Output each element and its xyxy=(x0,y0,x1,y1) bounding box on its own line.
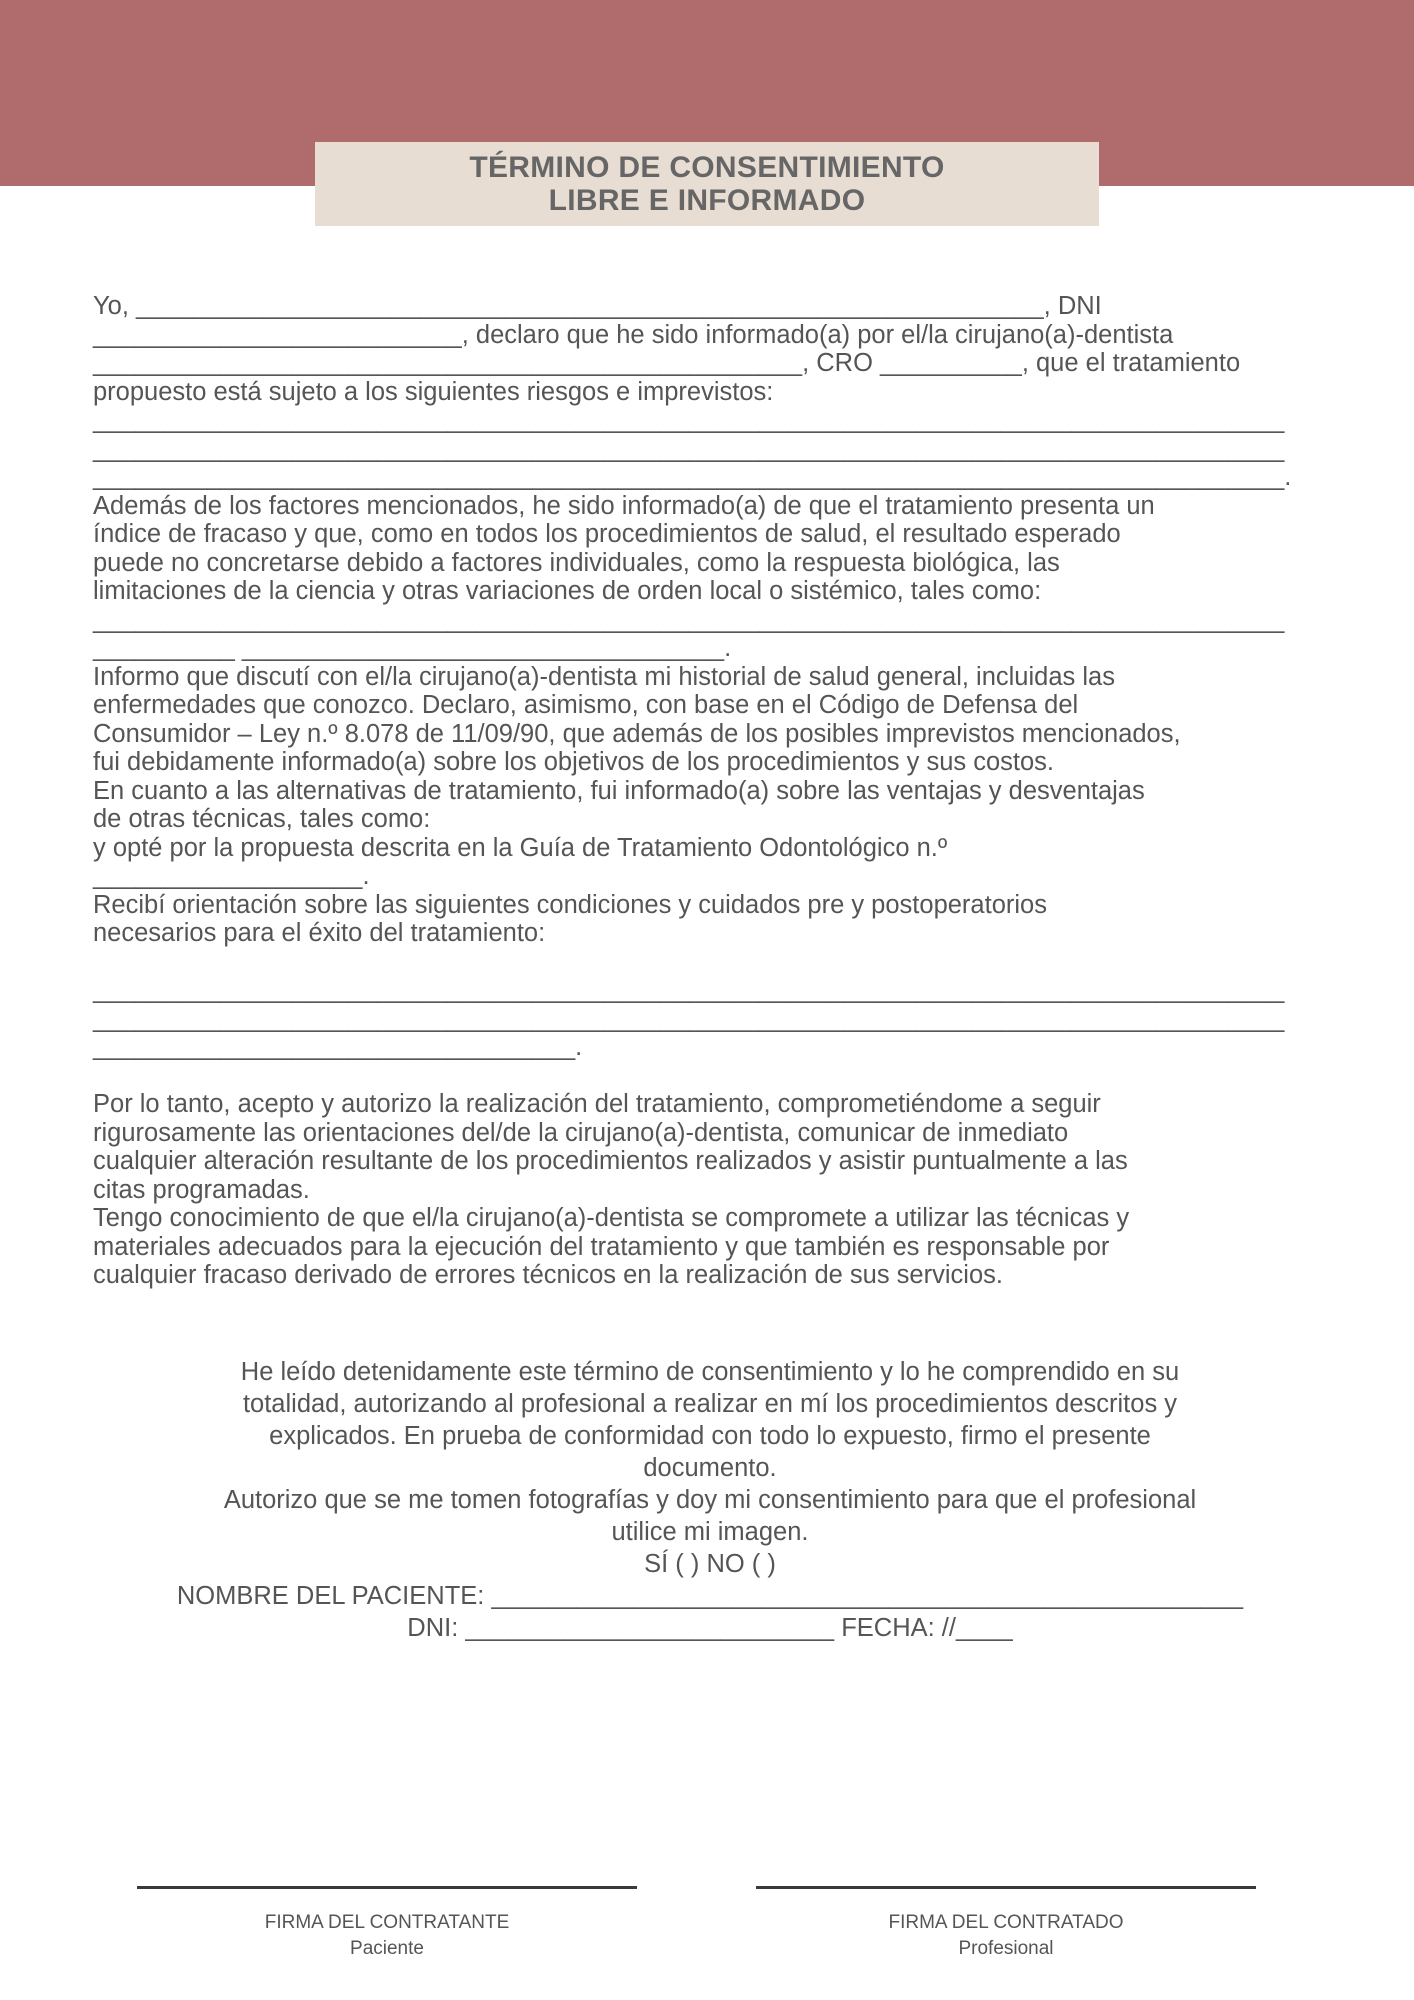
body-line: y opté por la propuesta descrita en la Guía de Tratamiento Odontológico n.º xyxy=(93,833,948,862)
body-line: necesarios para el éxito del tratamiento: xyxy=(93,919,546,947)
blank-line: ___________________. xyxy=(93,862,370,890)
signature-contratado xyxy=(756,1886,1256,1963)
consent-body xyxy=(93,292,1323,1290)
signature-line xyxy=(137,1886,637,1889)
body-line: __________________________________________________, CRO __________, que el tratamiento xyxy=(93,349,1241,377)
blank-line: ____________________________________________________________________________________. xyxy=(93,463,1292,491)
photo-consent-line: utilice mi imagen. xyxy=(611,1518,809,1546)
closing-line: totalidad, autorizando al profesional a realizar en mí los procedimientos descritos y xyxy=(242,1390,1178,1418)
body-line: cualquier alteración resultante de los procedimientos realizados y asistir puntualmente a las xyxy=(93,1147,1128,1175)
body-line: En cuanto a las alternativas de tratamiento, fui informado(a) sobre las ventajas y desventajas xyxy=(93,776,1145,805)
body-line: enfermedades que conozco. Declaro, asimismo, con base en el Código de Defensa del xyxy=(93,691,1079,719)
closing-line: explicados. En prueba de conformidad con todo lo expuesto, firmo el presente xyxy=(269,1422,1151,1450)
spacer-line xyxy=(93,948,1323,977)
blank-line: ____________________________________________________________________________________ xyxy=(93,406,1285,434)
blank-line: ____________________________________________________________________________________ xyxy=(93,434,1285,463)
body-line: Yo, ________________________________________________________________, DNI xyxy=(93,292,1102,320)
body-line: fui debidamente informado(a) sobre los objetivos de los procedimientos y sus costos. xyxy=(93,748,1054,776)
blank-line: ____________________________________________________________________________________ xyxy=(93,605,1285,634)
body-line: Además de los factores mencionados, he sido informado(a) de que el tratamiento presenta un xyxy=(93,491,1155,520)
body-line: puede no concretarse debido a factores individuales, como la respuesta biológica, las xyxy=(93,548,1060,577)
body-line: Recibí orientación sobre las siguientes condiciones y cuidados pre y postoperatorios xyxy=(93,890,1047,919)
body-line: índice de fracaso y que, como en todos los procedimientos de salud, el resultado esperado xyxy=(93,520,1121,548)
patient-name-field: NOMBRE DEL PACIENTE: _____________________________________________________ xyxy=(176,1582,1244,1610)
closing-line: He leído detenidamente este término de consentimiento y lo he comprendido en su xyxy=(240,1358,1180,1386)
body-line: rigurosamente las orientaciones del/de la cirujano(a)-dentista, comunicar de inmediato xyxy=(93,1118,1069,1147)
spacer-line xyxy=(93,1062,1323,1091)
body-line: de otras técnicas, tales como: xyxy=(93,805,431,833)
body-line: propuesto está sujeto a los siguientes riesgos e imprevistos: xyxy=(93,377,774,406)
blank-line: ____________________________________________________________________________________ xyxy=(93,1004,1285,1033)
body-line: Tengo conocimiento de que el/la cirujano(a)-dentista se compromete a utilizar las técnicas y xyxy=(93,1204,1130,1232)
closing-statement xyxy=(120,1356,1300,1644)
title-line-1: TÉRMINO DE CONSENTIMIENTO xyxy=(469,151,945,184)
blank-line: ____________________________________________________________________________________ xyxy=(93,976,1285,1004)
signature-label: FIRMA DEL CONTRATANTE xyxy=(264,1912,510,1933)
body-line: limitaciones de la ciencia y otras variaciones de orden local o sistémico, tales como: xyxy=(93,577,1042,605)
signature-label: FIRMA DEL CONTRATADO xyxy=(888,1912,1124,1933)
signature-role: Profesional xyxy=(958,1938,1054,1959)
dni-date-field: DNI: __________________________ FECHA: //____ xyxy=(407,1614,1013,1642)
body-line: Informo que discutí con el/la cirujano(a)-dentista mi historial de salud general, incluidas las xyxy=(93,662,1115,691)
body-line: cualquier fracaso derivado de errores técnicos en la realización de sus servicios. xyxy=(93,1261,1003,1289)
yes-no-options: SÍ ( ) NO ( ) xyxy=(644,1550,776,1578)
blank-line: __________________________________. xyxy=(93,1033,583,1061)
title-box xyxy=(315,142,1099,226)
body-line: __________________________, declaro que he sido informado(a) por el/la cirujano(a)-dentista xyxy=(93,320,1174,349)
title-line-2: LIBRE E INFORMADO xyxy=(548,184,866,217)
body-line: citas programadas. xyxy=(93,1175,310,1204)
body-line: Por lo tanto, acepto y autorizo la realización del tratamiento, comprometiéndome a seguir xyxy=(93,1090,1101,1118)
body-line: materiales adecuados para la ejecución del tratamiento y que también es responsable por xyxy=(93,1232,1110,1261)
blank-line: __________ __________________________________. xyxy=(93,634,732,662)
signature-role: Paciente xyxy=(350,1938,424,1959)
closing-line: documento. xyxy=(643,1454,777,1482)
signature-contratante xyxy=(137,1886,637,1963)
body-line: Consumidor – Ley n.º 8.078 de 11/09/90, que además de los posibles imprevistos mencionados, xyxy=(93,719,1181,748)
photo-consent-line: Autorizo que se me tomen fotografías y doy mi consentimiento para que el profesional xyxy=(223,1486,1197,1514)
signature-line xyxy=(756,1886,1256,1889)
